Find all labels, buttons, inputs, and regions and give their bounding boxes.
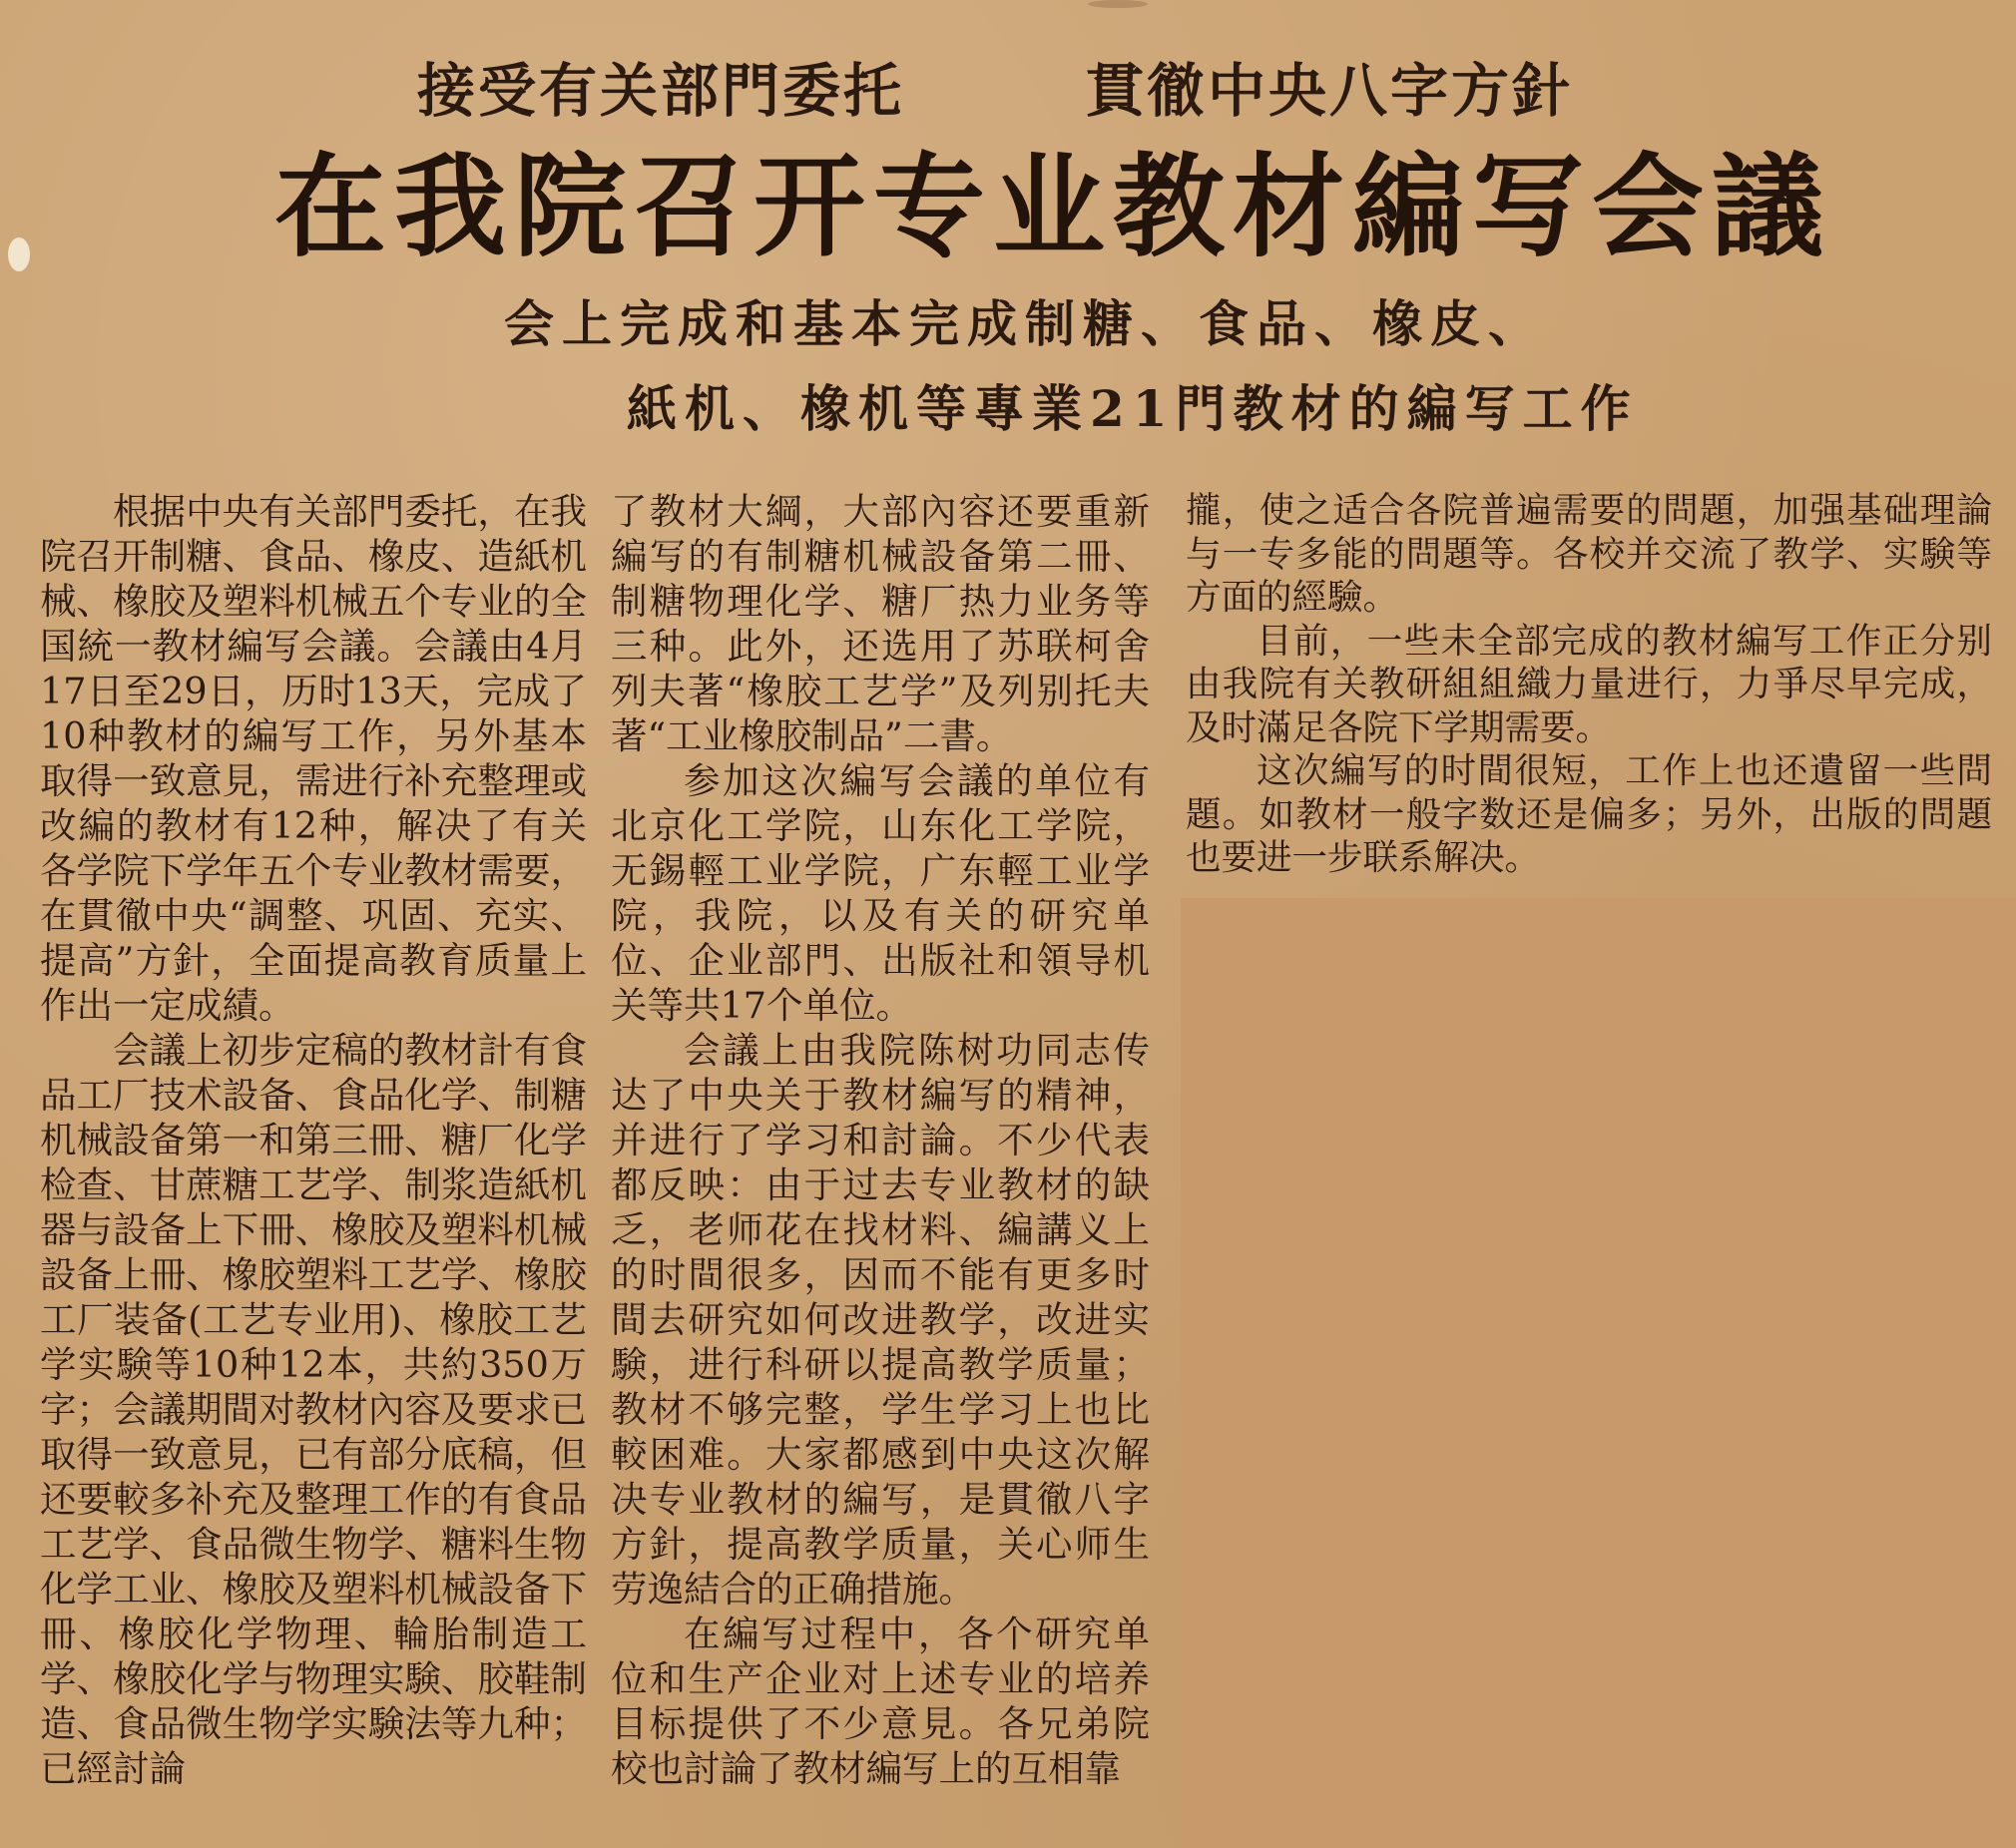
paragraph: 在編写过程中，各个研究单位和生产企业对上述专业的培养目标提供了不少意見。各兄弟院校也討論了教材編写上的互相靠 bbox=[611, 1613, 1150, 1790]
kicker-right: 貫徹中央八字方針 bbox=[1086, 57, 1574, 125]
kicker-left: 接受有关部門委托 bbox=[417, 57, 905, 125]
paragraph: 攏，使之适合各院普遍需要的問題，加强基础理論与一专多能的問題等。各校并交流了教学、实験等方面的經驗。 bbox=[1186, 490, 1992, 618]
paragraph: 了教材大綱，大部內容还要重新編写的有制糖机械設备第二冊、制糖物理化学、糖厂热力业务等三种。此外，还选用了苏联柯舍列夫著“橡胶工艺学”及列别托夫著“工业橡胶制品”二書。 bbox=[611, 490, 1150, 757]
paragraph: 会議上初步定稿的教材計有食品工厂技术設备、食品化学、制糖机械設备第一和第三冊、糖厂化学检查、甘蔗糖工艺学、制浆造紙机器与設备上下冊、橡胶及塑料机械設备上冊、橡胶塑料工艺学、橡胶工厂装备(工艺专业用)、橡胶工艺学实験等10种12本，共約350万字；会議期間对教材內容及要求已取得一致意見，已有部分底稿，但还要較多补充及整理工作的有食品工艺学、食品微生物学、糖料生物化学工业、橡胶及塑料机械設备下冊、橡胶化学物理、輪胎制造工学、橡胶化学与物理实験、胶鞋制造、食品微生物学实験法等九种；已經討論 bbox=[40, 1029, 587, 1790]
subheadline-line-2: 紙机、橡机等專業21門教材的編写工作 bbox=[627, 379, 1639, 438]
article-column-1 bbox=[40, 489, 587, 1791]
paragraph: 这次編写的时間很短，工作上也还遺留一些問題。如教材一般字数还是偏多；另外，出版的問題也要进一步联系解决。 bbox=[1186, 750, 1992, 878]
blank-paper-area bbox=[1181, 898, 2016, 1848]
paragraph: 会議上由我院陈树功同志传达了中央关于教材編写的精神，并进行了学习和討論。不少代表都反映：由于过去专业教材的缺乏，老师花在找材料、編講义上的时間很多，因而不能有更多时間去研究如何改进教学，改进实験，进行科研以提高教学质量；教材不够完整，学生学习上也比較困难。大家都感到中央这次解决专业教材的編写，是貫徹八字方針，提高教学质量，关心师生劳逸結合的正确措施。 bbox=[611, 1029, 1150, 1611]
article-column-3 bbox=[1186, 489, 1992, 880]
paper-hole bbox=[8, 237, 30, 271]
paragraph: 根据中央有关部門委托，在我院召开制糖、食品、橡皮、造紙机械、橡胶及塑料机械五个专业的全国統一教材編写会議。会議由4月17日至29日，历时13天，完成了10种教材的編写工作，另外基本取得一致意見，需进行补充整理或改編的教材有12种，解决了有关各学院下学年五个专业教材需要，在貫徹中央“調整、巩固、充实、提高”方針，全面提高教育质量上作出一定成績。 bbox=[40, 490, 587, 1027]
headline: 在我院召开专业教材編写会議 bbox=[274, 142, 1831, 272]
paragraph: 目前，一些未全部完成的教材編写工作正分别由我院有关教研組組織力量进行，力爭尽早完成，及时滿足各院下学期需要。 bbox=[1186, 620, 1992, 748]
paper-stain bbox=[1088, 0, 1148, 8]
paragraph: 参加这次編写会議的单位有北京化工学院，山东化工学院，无錫輕工业学院，广东輕工业学院，我院，以及有关的研究单位、企业部門、出版社和領导机关等共17个单位。 bbox=[611, 759, 1150, 1027]
article-column-2 bbox=[611, 489, 1150, 1791]
subheadline-line-1: 会上完成和基本完成制糖、食品、橡皮、 bbox=[504, 294, 1546, 353]
